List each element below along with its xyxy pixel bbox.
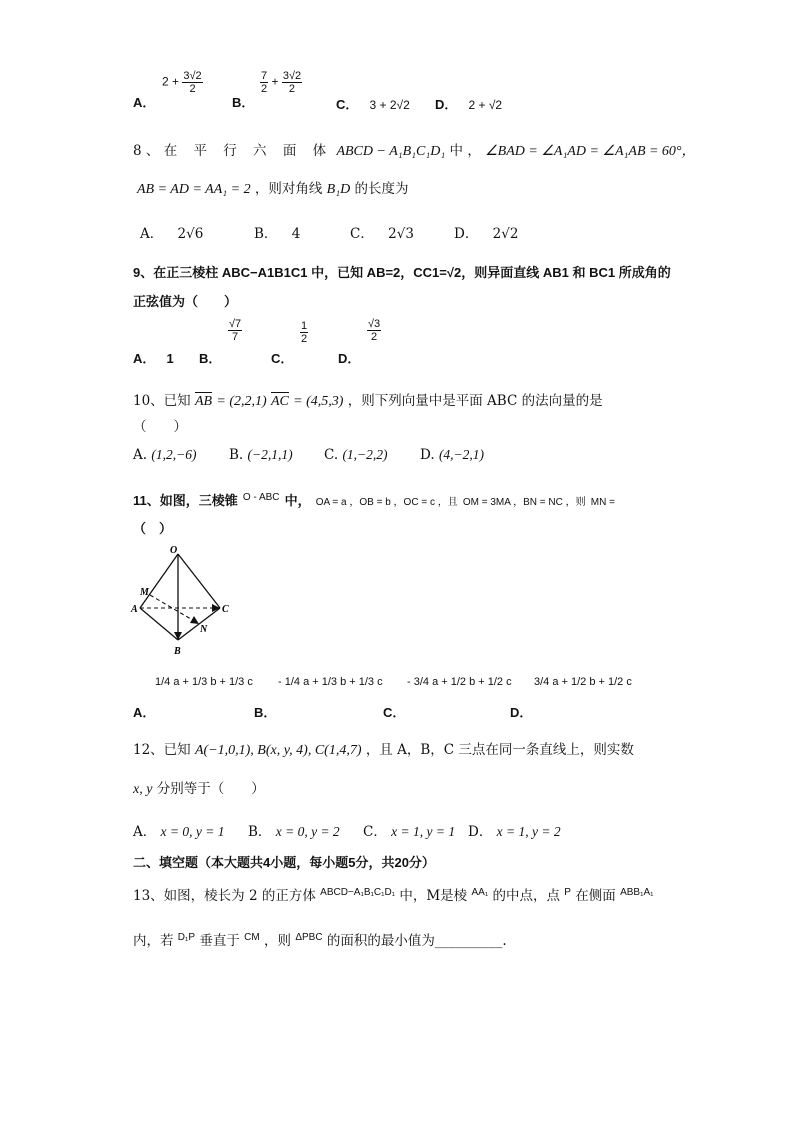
label-a: A bbox=[131, 604, 138, 615]
q11-option-b-expr: - 1/4 a + 1/3 b + 1/3 c bbox=[278, 676, 383, 688]
q10-option-d: D. (4,−2,1) bbox=[420, 447, 485, 463]
q8-option-c: C． 2√3 bbox=[350, 226, 414, 242]
q9-option-b-frac bbox=[228, 318, 242, 343]
label-n: N bbox=[200, 624, 208, 635]
edge-ab bbox=[140, 608, 178, 640]
q9-option-a: A． 1 bbox=[133, 351, 174, 366]
q7-option-a-expr: 2 + $\frac{3√2}{2}$ bbox=[162, 70, 202, 95]
q11-option-d-label: D． bbox=[510, 705, 533, 720]
fraction: $\frac{3√2}{2}$ bbox=[282, 70, 302, 95]
arrowhead-n bbox=[190, 616, 199, 624]
q11-option-a-expr: 1/4 a + 1/3 b + 1/3 c bbox=[155, 676, 253, 688]
q11-option-a-label: A． bbox=[133, 705, 156, 720]
q10-line-1: 10、已知 AB = (2,2,1) AC = (4,5,3) ，则下列向量中是平面 ABC 的法向量的是 bbox=[133, 393, 603, 409]
label-c: C bbox=[222, 604, 229, 615]
q10-option-b: B. (−2,1,1) bbox=[229, 447, 293, 463]
label-b: B bbox=[174, 646, 181, 657]
q11-line-2: （ ） bbox=[133, 521, 173, 536]
q12-option-c: C． x = 1, y = 1 bbox=[363, 824, 456, 840]
q8-option-b: B． 4 bbox=[254, 226, 301, 242]
q7-option-b: B． bbox=[232, 95, 255, 110]
q7-option-c: C． 3 + 2√2 bbox=[336, 97, 410, 112]
q9-line-2: 正弦值为（ ） bbox=[133, 294, 238, 309]
q12-line-2: x, y 分别等于（ ） bbox=[133, 781, 265, 797]
q11-pyramid-figure bbox=[126, 542, 236, 658]
q9-option-c: C． bbox=[271, 351, 294, 366]
fraction: $\frac{7}{2}$ bbox=[261, 70, 268, 95]
q9-option-d: D． bbox=[338, 351, 361, 366]
edge-oc bbox=[178, 554, 220, 608]
vector-ab: AB bbox=[194, 394, 213, 409]
q8-option-a: A． 2√6 bbox=[140, 226, 204, 242]
q7-option-b-expr: $\frac{7}{2}$ + $\frac{3√2}{2}$ bbox=[261, 70, 302, 95]
q12-option-b: B． x = 0, y = 2 bbox=[248, 824, 340, 840]
q11-option-c-label: C． bbox=[383, 705, 406, 720]
q8-option-d: D． 2√2 bbox=[454, 226, 519, 242]
q8-line-2: AB = AD = AA₁ = 2 ，则对角线 B₁D 的长度为 bbox=[137, 181, 409, 197]
q7-option-d: D． 2 + √2 bbox=[435, 97, 503, 112]
q11-line-1: 11、如图，三棱锥 $^{O - ABC}$ 中， OA = a ，OB = b ，OC = c ，且 OM = 3MA ，BN = NC ，则 MN = bbox=[133, 492, 615, 508]
q9-option-c-frac bbox=[300, 320, 308, 345]
fraction: $\frac{√7}{7}$ bbox=[229, 318, 242, 343]
label-m: M bbox=[140, 587, 149, 598]
q12-line-1: 12、已知 A(−1,0,1), B(x, y, 4), C(1,4,7) ，且 A，B，C 三点在同一条直线上，则实数 bbox=[133, 742, 634, 758]
q9-line-1: 9、在正三棱柱 ABC−A1B1C1 中，已知 AB=2，CC1=√2，则异面直线 AB1 和 BC1 所成角的 bbox=[133, 265, 671, 280]
fraction: $\frac{1}{2}$ bbox=[301, 320, 308, 345]
q9-option-b: B． bbox=[199, 351, 222, 366]
section-heading-fill-in: 二、填空题（本大题共4小题，每小题5分，共20分） bbox=[133, 855, 435, 870]
arrowhead-b bbox=[174, 632, 182, 640]
q11-option-d-expr: 3/4 a + 1/2 b + 1/2 c bbox=[534, 676, 632, 688]
q10-option-c: C. (1,−2,2) bbox=[324, 447, 388, 463]
q10-option-a: A. (1,2,−6) bbox=[133, 447, 197, 463]
label-o: O bbox=[170, 545, 178, 556]
vector-ac: AC bbox=[270, 394, 289, 409]
q13-line-1: 13、如图，棱长为 2 的正方体 $^{ABCD-A_1B_1C_1D_1}$ 中，M是棱 $^{AA_1}$ 的中点，点 $^P$ 在侧面 $^{ABB_1A_1}$ bbox=[133, 887, 654, 904]
q12-option-a: A． x = 0, y = 1 bbox=[133, 824, 225, 840]
q12-option-d: D． x = 1, y = 2 bbox=[468, 824, 561, 840]
q13-line-2: 内，若 $^{D_1P}$ 垂直于 $^{CM}$ ，则 $^{\Delta PBC}$ 的面积的最小值为__________. bbox=[133, 932, 507, 949]
q11-option-c-expr: - 3/4 a + 1/2 b + 1/2 c bbox=[407, 676, 512, 688]
q10-line-2: （ ） bbox=[133, 419, 187, 435]
fraction: $\frac{3√2}{2}$ bbox=[183, 70, 202, 95]
fraction: $\frac{√3}{2}$ bbox=[368, 318, 381, 343]
q9-option-d-frac bbox=[367, 318, 381, 343]
q8-line-1: 8 、 在 平 行 六 面 体 ABCD − A₁B₁C₁D₁ 中 ， ∠BAD = ∠A₁AD = ∠A₁AB = 60°， bbox=[133, 143, 696, 159]
q11-option-b-label: B． bbox=[254, 705, 277, 720]
q7-option-a: A． bbox=[133, 95, 156, 110]
